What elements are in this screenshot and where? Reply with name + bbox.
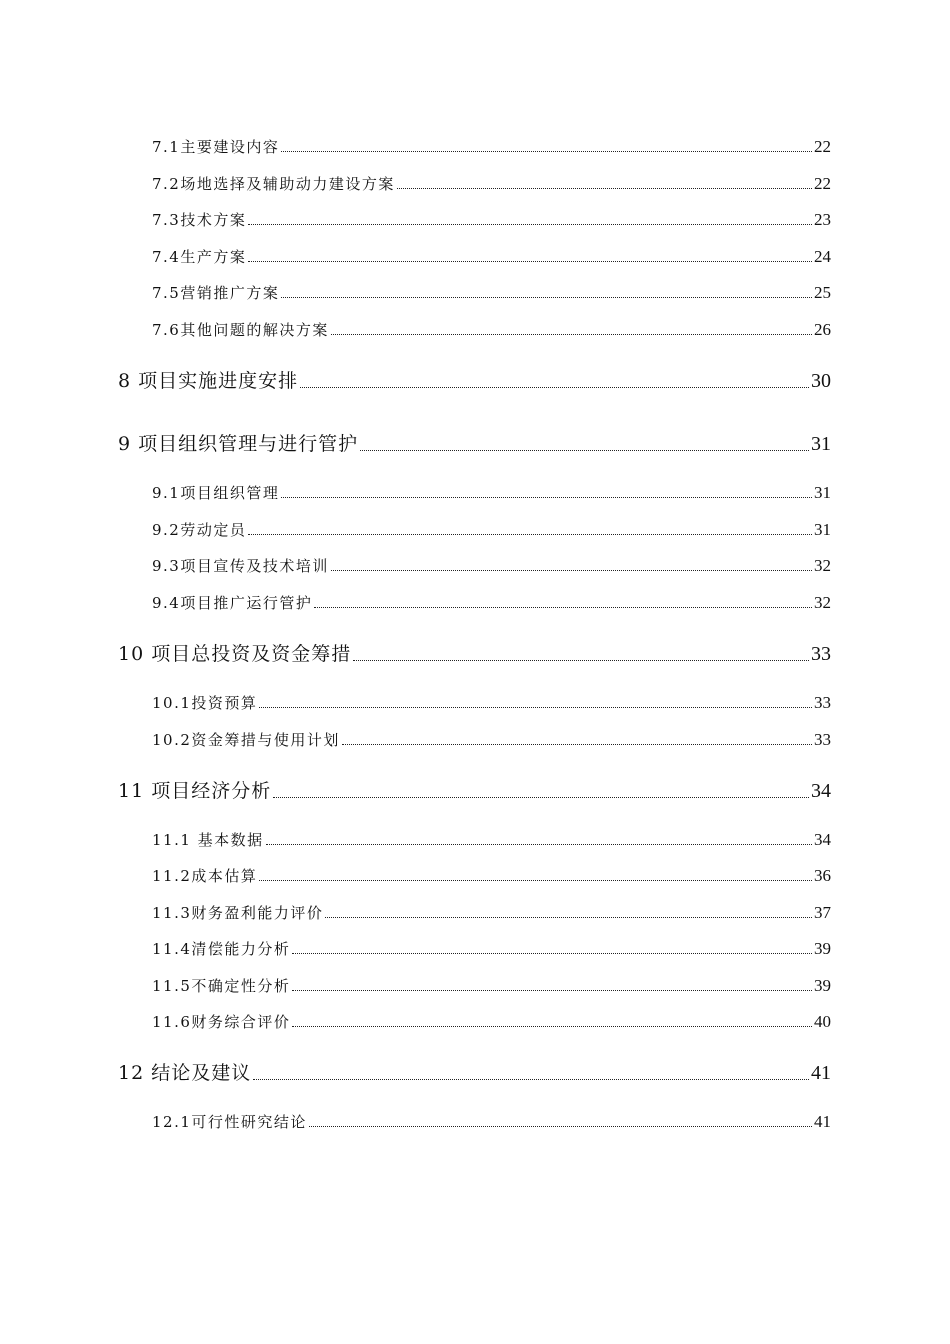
toc-page-number: 22 bbox=[814, 137, 831, 156]
toc-entry[interactable] bbox=[152, 554, 831, 576]
toc-entry[interactable] bbox=[152, 1010, 831, 1032]
toc-entry-title: 11 项目经济分析 bbox=[118, 780, 272, 802]
toc-entry-title: 7.3技术方案 bbox=[152, 211, 247, 229]
toc-entry[interactable] bbox=[118, 775, 831, 803]
toc-dot-leader bbox=[353, 660, 809, 661]
toc-entry-title: 9.3项目宣传及技术培训 bbox=[152, 557, 329, 575]
toc-entry[interactable] bbox=[152, 481, 831, 503]
toc-entry-title: 7.2场地选择及辅助动力建设方案 bbox=[152, 175, 395, 193]
toc-entry-title: 11.2成本估算 bbox=[152, 867, 258, 885]
toc-entry-title: 10.1投资预算 bbox=[152, 694, 258, 712]
toc-dot-leader bbox=[325, 917, 812, 918]
toc-entry-title: 11.6财务综合评价 bbox=[152, 1013, 291, 1031]
toc-entry-title: 9.2劳动定员 bbox=[152, 521, 247, 539]
toc-dot-leader bbox=[331, 334, 812, 335]
toc-page-number: 31 bbox=[814, 483, 831, 502]
toc-dot-leader bbox=[253, 1079, 809, 1080]
toc-dot-leader bbox=[342, 744, 812, 745]
toc-entry[interactable] bbox=[152, 318, 831, 340]
toc-page-number: 33 bbox=[814, 730, 831, 749]
toc-entry-title: 9.4项目推广运行管护 bbox=[152, 594, 313, 612]
toc-entry[interactable] bbox=[118, 428, 831, 456]
toc-dot-leader bbox=[314, 607, 812, 608]
toc-dot-leader bbox=[281, 151, 812, 152]
toc-entry[interactable] bbox=[152, 728, 831, 750]
toc-page-number: 34 bbox=[811, 780, 831, 802]
toc-dot-leader bbox=[248, 261, 812, 262]
toc-page-number: 33 bbox=[814, 693, 831, 712]
toc-entry[interactable] bbox=[152, 864, 831, 886]
toc-dot-leader bbox=[292, 1026, 812, 1027]
toc-entry-title: 8 项目实施进度安排 bbox=[118, 370, 299, 392]
toc-page-number: 41 bbox=[814, 1112, 831, 1131]
toc-dot-leader bbox=[292, 990, 812, 991]
toc-entry[interactable] bbox=[118, 638, 831, 666]
toc-entry-title: 12.1可行性研究结论 bbox=[152, 1113, 307, 1131]
toc-entry-title: 10 项目总投资及资金筹措 bbox=[118, 643, 352, 665]
toc-page-number: 36 bbox=[814, 866, 831, 885]
toc-entry[interactable] bbox=[152, 828, 831, 850]
toc-page-number: 30 bbox=[811, 370, 831, 392]
toc-entry-title: 11.4清偿能力分析 bbox=[152, 940, 291, 958]
toc-page-number: 32 bbox=[814, 556, 831, 575]
toc-page-number: 39 bbox=[814, 939, 831, 958]
toc-page-number: 40 bbox=[814, 1012, 831, 1031]
toc-entry-title: 12 结论及建议 bbox=[118, 1062, 252, 1084]
toc-entry-title: 11.5不确定性分析 bbox=[152, 977, 291, 995]
toc-page-number: 39 bbox=[814, 976, 831, 995]
toc-dot-leader bbox=[281, 297, 812, 298]
toc-entry[interactable] bbox=[152, 281, 831, 303]
toc-page-number: 33 bbox=[811, 643, 831, 665]
toc-page-number: 31 bbox=[814, 520, 831, 539]
toc-entry-title: 9 项目组织管理与进行管护 bbox=[118, 433, 359, 455]
toc-dot-leader bbox=[248, 224, 812, 225]
toc-entry[interactable] bbox=[118, 365, 831, 393]
toc-dot-leader bbox=[259, 707, 812, 708]
toc-entry-title: 11.3财务盈利能力评价 bbox=[152, 904, 324, 922]
toc-entry-title: 7.1主要建设内容 bbox=[152, 138, 280, 156]
toc-dot-leader bbox=[292, 953, 812, 954]
toc-entry[interactable] bbox=[152, 245, 831, 267]
toc-entry-title: 7.4生产方案 bbox=[152, 248, 247, 266]
toc-entry-title: 11.1 基本数据 bbox=[152, 831, 264, 849]
toc-page-number: 34 bbox=[814, 830, 831, 849]
toc-entry[interactable] bbox=[152, 135, 831, 157]
toc-dot-leader bbox=[281, 497, 812, 498]
toc-entry-title: 7.5营销推广方案 bbox=[152, 284, 280, 302]
toc-page-number: 32 bbox=[814, 593, 831, 612]
toc-dot-leader bbox=[397, 188, 812, 189]
toc-entry[interactable] bbox=[152, 974, 831, 996]
toc-dot-leader bbox=[309, 1126, 812, 1127]
toc-dot-leader bbox=[273, 797, 809, 798]
toc-entry[interactable] bbox=[152, 518, 831, 540]
toc-entry[interactable] bbox=[152, 172, 831, 194]
toc-page-number: 41 bbox=[811, 1062, 831, 1084]
toc-page-number: 37 bbox=[814, 903, 831, 922]
toc-page-number: 31 bbox=[811, 433, 831, 455]
toc-dot-leader bbox=[360, 450, 809, 451]
toc-dot-leader bbox=[248, 534, 812, 535]
toc-page-number: 26 bbox=[814, 320, 831, 339]
toc-dot-leader bbox=[259, 880, 812, 881]
toc-dot-leader bbox=[266, 844, 812, 845]
toc-entry[interactable] bbox=[118, 1057, 831, 1085]
toc-entry-title: 9.1项目组织管理 bbox=[152, 484, 280, 502]
toc-dot-leader bbox=[300, 387, 809, 388]
toc-entry[interactable] bbox=[152, 901, 831, 923]
toc-page-number: 24 bbox=[814, 247, 831, 266]
toc-entry-title: 7.6其他问题的解决方案 bbox=[152, 321, 329, 339]
toc-page-number: 22 bbox=[814, 174, 831, 193]
toc-entry[interactable] bbox=[152, 937, 831, 959]
toc-page-number: 23 bbox=[814, 210, 831, 229]
toc-entry[interactable] bbox=[152, 208, 831, 230]
toc-entry[interactable] bbox=[152, 1110, 831, 1132]
toc-dot-leader bbox=[331, 570, 812, 571]
toc-entry[interactable] bbox=[152, 691, 831, 713]
toc-entry[interactable] bbox=[152, 591, 831, 613]
toc-page-number: 25 bbox=[814, 283, 831, 302]
toc-entry-title: 10.2资金筹措与使用计划 bbox=[152, 731, 340, 749]
